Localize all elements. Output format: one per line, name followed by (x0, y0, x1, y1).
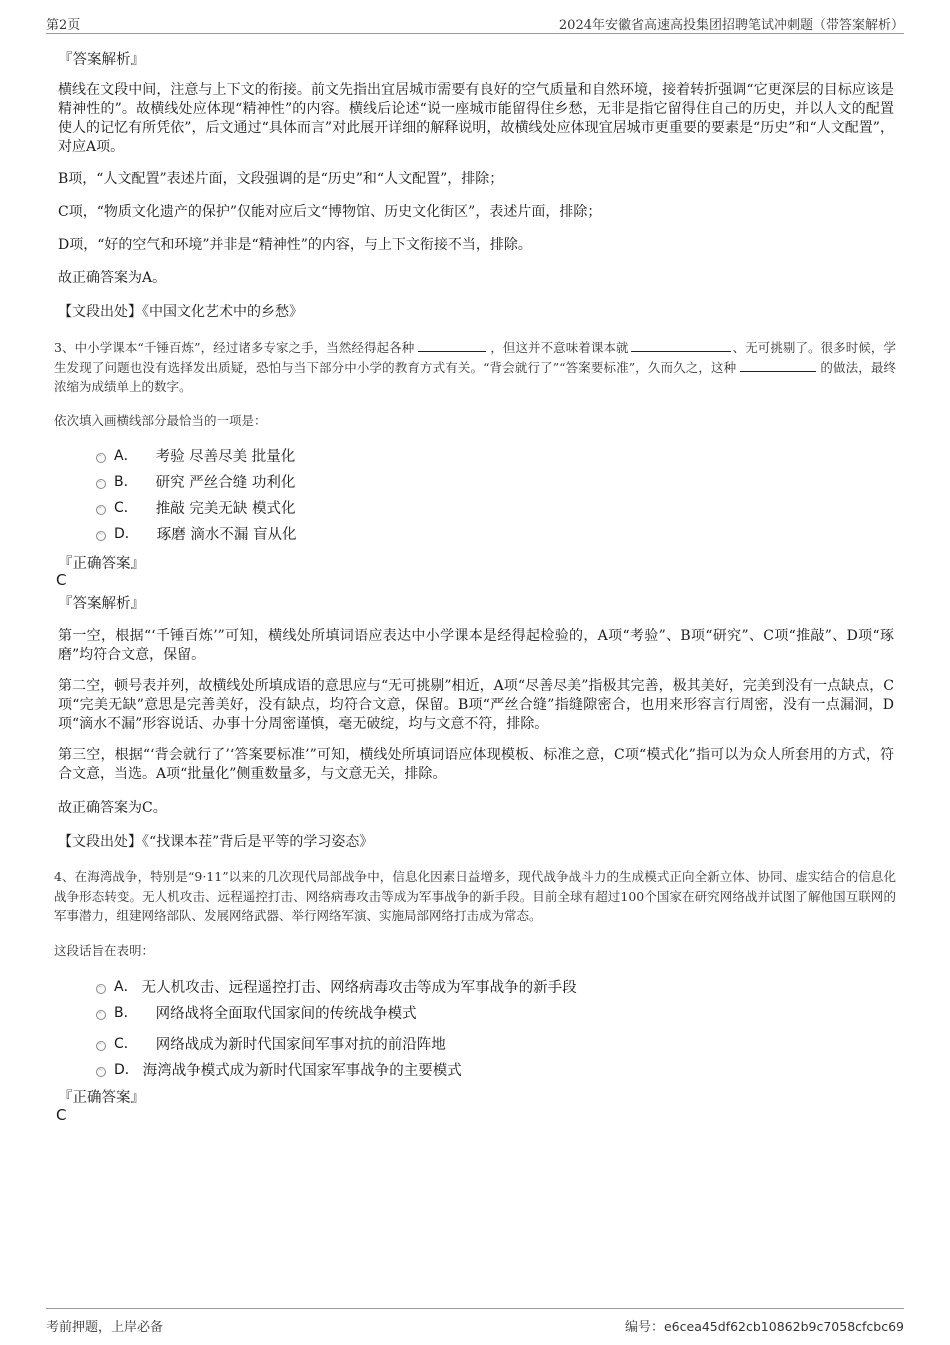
q4-prompt: 这段话旨在表明： (54, 943, 155, 958)
page-number: 第2页 (46, 18, 81, 33)
q2-analysis-label: 『答案解析』 (58, 52, 145, 68)
q3-correct-answer: C (56, 571, 67, 589)
q4-correct-answer: C (56, 1106, 67, 1124)
q3-stem-part2: ，但这并不意味着课本就 (490, 340, 629, 355)
q3-conclusion: 故正确答案为C。 (58, 800, 167, 816)
option-text: 无人机攻击、远程遥控打击、网络病毒攻击等成为军事战争的新手段 (141, 979, 577, 996)
radio-icon[interactable] (96, 984, 106, 994)
q3-source: 【文段出处】《“找课本茬”背后是平等的学习姿态》 (58, 834, 374, 850)
q4-option-d[interactable]: D． 海湾战争模式成为新时代国家军事战争的主要模式 (96, 1058, 462, 1080)
q3-option-d[interactable]: D． 琢磨 滴水不漏 盲从化 (96, 522, 297, 544)
q3-stem-part1: 3、中小学课本“千锤百炼”，经过诸多专家之手，当然经得起各种 (54, 340, 415, 355)
page-footer (46, 1308, 904, 1336)
q3-analysis-label: 『答案解析』 (58, 596, 145, 612)
q4-correct-label: 『正确答案』 (58, 1090, 145, 1106)
q3-blank-2[interactable] (631, 340, 731, 352)
q2-conclusion: 故正确答案为A。 (58, 270, 167, 286)
q2-analysis-para3: C项，“物质文化遗产的保护”仅能对应后文“博物馆、历史文化街区”，表述片面，排除； (58, 204, 602, 220)
radio-icon[interactable] (96, 531, 106, 541)
option-text: 网络战成为新时代国家间军事对抗的前沿阵地 (155, 1036, 446, 1053)
option-text: 研究 严丝合缝 功利化 (155, 474, 296, 491)
radio-icon[interactable] (96, 1067, 106, 1077)
q2-analysis-para2: B项，“人文配置”表述片面，文段强调的是“历史”和“人文配置”，排除； (58, 171, 504, 187)
q3-option-c[interactable]: C． 推敲 完美无缺 模式化 (96, 496, 296, 518)
radio-icon[interactable] (96, 505, 106, 515)
q3-correct-label: 『正确答案』 (58, 556, 145, 572)
q3-blank-3[interactable] (740, 360, 816, 372)
q3-stem-part4: 的做法，最终浓缩为成绩单上的数字。 (54, 359, 896, 394)
q3-analysis-para3: 第三空，根据“‘背会就行了’‘答案要标准’”可知，横线处所填词语应体现模板、标准之意，C项“模式化”指可以为众人所套用的方式，符合文意，当选。A项“批量化”侧重数量多，与文意无关，排除。 (58, 747, 894, 782)
q3-analysis-para2: 第二空，顿号表并列，故横线处所填成语的意思应与“无可挑剔”相近，A项“尽善尽美”指极其完善，极其美好，完美到没有一点缺点，C项“完美无缺”意思是完善美好，没有缺点，均符合文意，保留。B项“严丝合缝”指缝隙密合，也用来形容言行周密，没有一点漏洞，D项“滴水不漏”形容说话、办事十分周密谨慎，毫无破绽，均与文意不符，排除。 (58, 678, 894, 732)
radio-icon[interactable] (96, 479, 106, 489)
q3-option-a[interactable]: A． 考验 尽善尽美 批量化 (96, 444, 295, 466)
option-text: 海湾战争模式成为新时代国家军事战争的主要模式 (142, 1062, 462, 1079)
option-text: 推敲 完美无缺 模式化 (155, 500, 296, 517)
q3-blank-1[interactable] (418, 340, 486, 352)
q3-analysis-para1: 第一空，根据“‘千锤百炼’”可知，横线处所填词语应表达中小学课本是经得起检验的，A项“考验”、B项“研究”、C项“推敲”、D项“琢磨”均符合文意，保留。 (58, 628, 894, 663)
document-code: 编号：e6cea45df62cb10862b9c7058cfcbc69 (624, 1319, 904, 1335)
radio-icon[interactable] (96, 453, 106, 463)
footer-slogan: 考前押题，上岸必备 (46, 1320, 164, 1335)
option-text: 考验 尽善尽美 批量化 (155, 448, 296, 465)
radio-icon[interactable] (96, 1041, 106, 1051)
q4-option-b[interactable]: B． 网络战将全面取代国家间的传统战争模式 (96, 1001, 417, 1023)
q2-analysis-para4: D项，“好的空气和环境”并非是“精神性”的内容，与上下文衔接不当，排除。 (58, 237, 532, 253)
q2-source: 【文段出处】《中国文化艺术中的乡愁》 (58, 304, 303, 320)
page-header (46, 14, 904, 34)
q3-stem-part3: 、无可挑剔了。很多时候，学生发现了问题也没有选择发出质疑，恐怕与当下部分中小学的教育方式有关。“背会就行了”“答案要标准”，久而久之，这种 (54, 340, 896, 375)
q4-option-a[interactable]: A． 无人机攻击、远程遥控打击、网络病毒攻击等成为军事战争的新手段 (96, 975, 577, 997)
q4-option-c[interactable]: C． 网络战成为新时代国家间军事对抗的前沿阵地 (96, 1032, 446, 1054)
q3-stem (54, 338, 896, 397)
q3-prompt: 依次填入画横线部分最恰当的一项是： (54, 413, 267, 428)
option-text: 琢磨 滴水不漏 盲从化 (156, 526, 297, 543)
q3-option-b[interactable]: B． 研究 严丝合缝 功利化 (96, 470, 295, 492)
document-title: 2024年安徽省高速高投集团招聘笔试冲刺题（带答案解析） (558, 18, 904, 33)
q4-stem: 4、在海湾战争，特别是“9·11”以来的几次现代局部战争中，信息化因素日益增多，现代战争战斗力的生成模式正向全新立体、协同、虚实结合的信息化战争形态转变。无人机攻击、远程遥控打击、网络病毒攻击等成为军事战争的新手段。目前全球有超过100个国家在研究网络战并试图了解他国互联网的军事潜力，组建网络部队、发展网络武器、举行网络军演、实施局部网络打击成为常态。 (54, 869, 896, 923)
option-text: 网络战将全面取代国家间的传统战争模式 (155, 1005, 417, 1022)
q2-analysis-para1: 横线在文段中间，注意与上下文的衔接。前文先指出宜居城市需要有良好的空气质量和自然环境，接着转折强调“它更深层的目标应该是精神性的”。故横线处应体现“精神性”的内容。横线后论述“说一座城市能留得住乡愁，无非是指它留得住自己的历史，并以人文的配置使人的记忆有所凭依”，后文通过“具体而言”对此展开详细的解释说明，故横线处应体现宜居城市更重要的要素是“历史”和“人文配置”，对应A项。 (58, 82, 894, 155)
radio-icon[interactable] (96, 1010, 106, 1020)
